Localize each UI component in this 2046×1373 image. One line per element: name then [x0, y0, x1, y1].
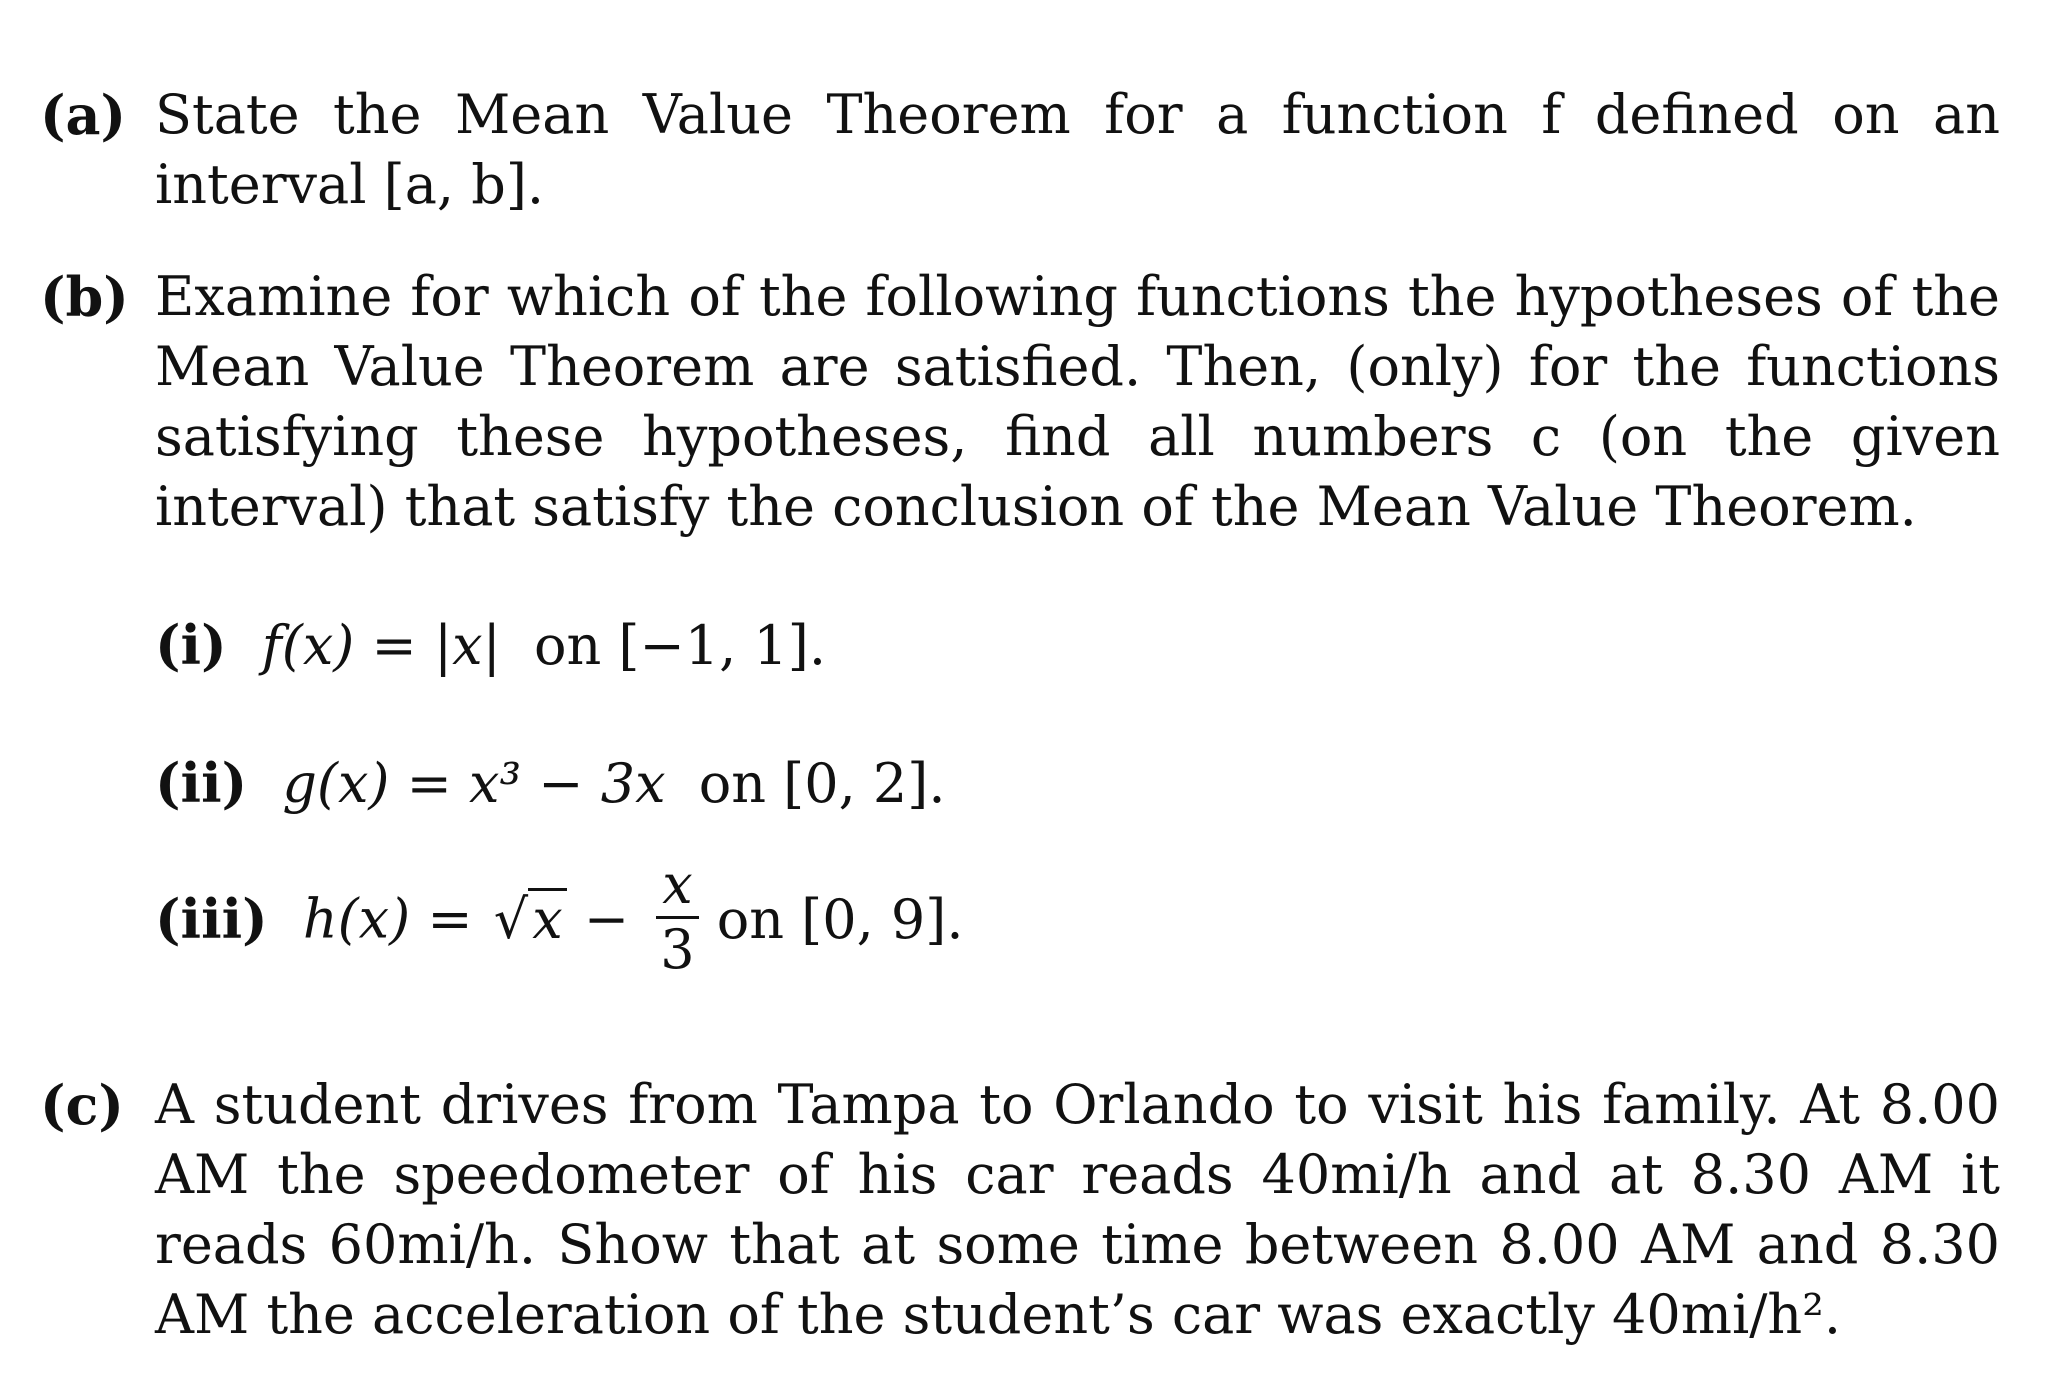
- item-iii-interval: on [0, 9].: [716, 887, 964, 951]
- fraction: [656, 854, 698, 981]
- item-ii-label: (ii): [155, 751, 248, 815]
- part-c-text: A student drives from Tampa to Orlando to visit his family. At 8.00 AM the speedometer of his car reads 40mi/h and at 8.30 AM it reads 60mi/h. Show that at some time between 8.00 AM and 8.30 AM the acceleration of the student’s car was exactly 40mi/h².: [155, 1073, 2000, 1346]
- part-b-item-i: [155, 610, 826, 681]
- part-b-label: (b): [40, 265, 129, 329]
- sqrt-argument: x: [528, 888, 566, 949]
- item-iii-label: (iii): [155, 886, 268, 951]
- item-i-interval: on [−1, 1].: [533, 614, 827, 677]
- part-a-label: (a): [40, 83, 127, 147]
- item-i-label: (i): [155, 613, 227, 677]
- item-ii-interval: on [0, 2].: [698, 752, 946, 815]
- part-b-item-ii: [155, 748, 946, 819]
- item-i-formula: f(x) = |x|: [261, 614, 501, 677]
- sqrt-symbol: √x: [494, 885, 567, 955]
- fraction-denominator: 3: [660, 918, 695, 981]
- part-b-text-block: [155, 262, 2000, 542]
- item-iii-minus: −: [566, 887, 647, 951]
- part-a-text-block: [155, 80, 2000, 220]
- part-b-item-iii: [155, 853, 964, 987]
- part-c-text-block: [155, 1070, 2000, 1350]
- part-b-text: Examine for which of the following functions the hypotheses of the Mean Value Theorem are satisfied. Then, (only) for the functions satisfying these hypotheses, find all numbers c (on the given interval) that satisfy the conclusion of the Mean Value Theorem.: [155, 265, 2000, 538]
- part-c-label: (c): [40, 1073, 124, 1137]
- item-iii-lhs: h(x) =: [302, 887, 490, 951]
- item-ii-formula: g(x) = x³ − 3x: [282, 752, 666, 815]
- part-a-text: State the Mean Value Theorem for a function f defined on an interval [a, b].: [155, 83, 2000, 216]
- fraction-numerator: x: [656, 854, 698, 919]
